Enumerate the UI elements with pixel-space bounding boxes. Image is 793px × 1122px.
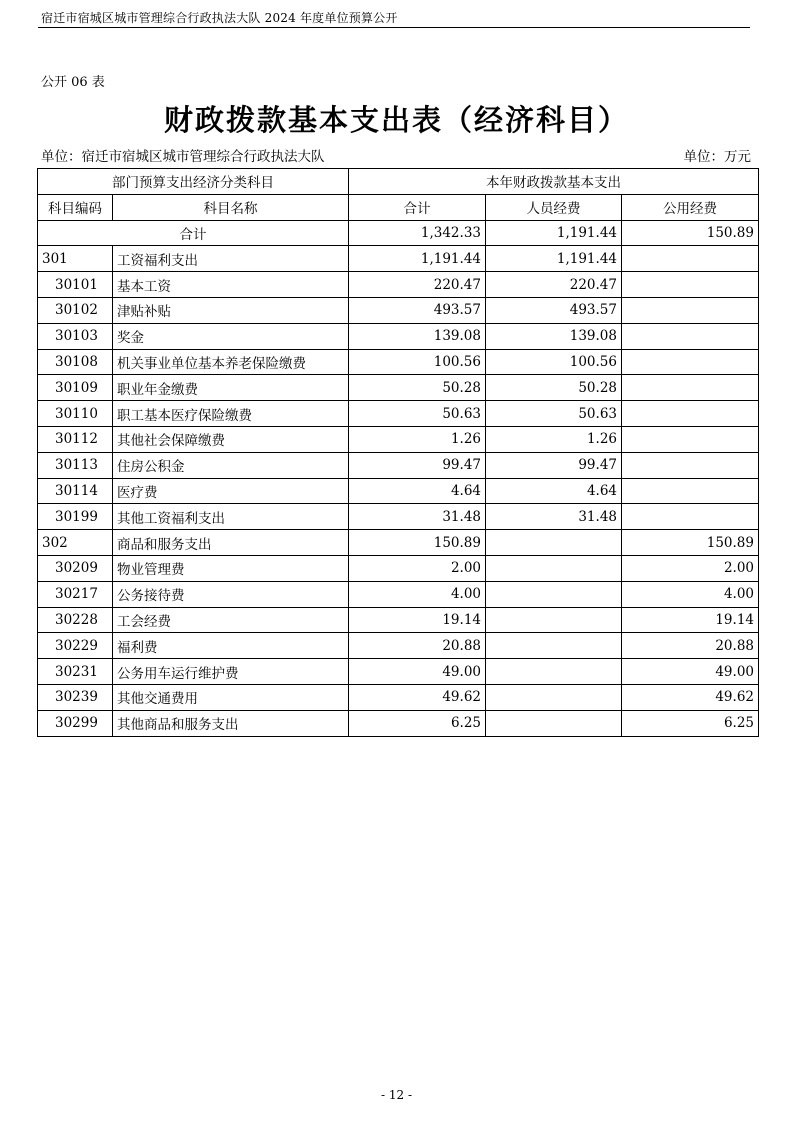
row-total: 2.00 bbox=[349, 555, 486, 581]
row-total: 50.63 bbox=[349, 401, 486, 427]
row-personnel: 1.26 bbox=[486, 426, 622, 452]
row-total: 49.62 bbox=[349, 684, 486, 710]
row-total: 220.47 bbox=[349, 272, 486, 298]
row-code: 30199 bbox=[38, 504, 113, 530]
column-header-total: 合计 bbox=[349, 194, 486, 220]
row-personnel: 493.57 bbox=[486, 297, 622, 323]
row-total: 1,191.44 bbox=[349, 246, 486, 272]
table-row bbox=[38, 710, 759, 736]
row-name: 工会经费 bbox=[113, 607, 349, 633]
row-total: 493.57 bbox=[349, 297, 486, 323]
total-public: 150.89 bbox=[622, 220, 759, 246]
row-name: 住房公积金 bbox=[113, 452, 349, 478]
table-row bbox=[38, 633, 759, 659]
row-public: 150.89 bbox=[622, 530, 759, 556]
table-row bbox=[38, 581, 759, 607]
running-header: 宿迁市宿城区城市管理综合行政执法大队 2024 年度单位预算公开 bbox=[41, 11, 398, 25]
row-personnel: 1,191.44 bbox=[486, 246, 622, 272]
row-personnel bbox=[486, 530, 622, 556]
table-row bbox=[38, 659, 759, 685]
row-public: 19.14 bbox=[622, 607, 759, 633]
row-personnel bbox=[486, 555, 622, 581]
total-label: 合计 bbox=[38, 220, 349, 246]
table-row bbox=[38, 684, 759, 710]
row-public: 2.00 bbox=[622, 555, 759, 581]
row-name: 基本工资 bbox=[113, 272, 349, 298]
row-public: 4.00 bbox=[622, 581, 759, 607]
row-total: 31.48 bbox=[349, 504, 486, 530]
row-personnel: 100.56 bbox=[486, 349, 622, 375]
row-total: 150.89 bbox=[349, 530, 486, 556]
table-row bbox=[38, 272, 759, 298]
row-personnel: 99.47 bbox=[486, 452, 622, 478]
row-personnel: 50.28 bbox=[486, 375, 622, 401]
table-row bbox=[38, 607, 759, 633]
row-name: 公务接待费 bbox=[113, 581, 349, 607]
table-row bbox=[38, 401, 759, 427]
total-amount: 1,342.33 bbox=[349, 220, 486, 246]
group-header-classification: 部门预算支出经济分类科目 bbox=[38, 169, 349, 195]
row-public bbox=[622, 323, 759, 349]
row-personnel: 50.63 bbox=[486, 401, 622, 427]
row-name: 其他社会保障缴费 bbox=[113, 426, 349, 452]
row-code: 30239 bbox=[38, 684, 113, 710]
row-personnel: 220.47 bbox=[486, 272, 622, 298]
row-code: 30102 bbox=[38, 297, 113, 323]
row-total: 50.28 bbox=[349, 375, 486, 401]
row-code: 30109 bbox=[38, 375, 113, 401]
row-name: 奖金 bbox=[113, 323, 349, 349]
table-row bbox=[38, 504, 759, 530]
row-personnel bbox=[486, 710, 622, 736]
row-total: 139.08 bbox=[349, 323, 486, 349]
table-number: 公开 06 表 bbox=[41, 75, 105, 90]
unit-currency: 单位：万元 bbox=[683, 149, 751, 165]
row-name: 福利费 bbox=[113, 633, 349, 659]
row-name: 职业年金缴费 bbox=[113, 375, 349, 401]
row-personnel bbox=[486, 659, 622, 685]
header-divider bbox=[38, 27, 750, 28]
row-personnel bbox=[486, 633, 622, 659]
row-total: 6.25 bbox=[349, 710, 486, 736]
table-row bbox=[38, 555, 759, 581]
row-code: 30108 bbox=[38, 349, 113, 375]
row-personnel: 139.08 bbox=[486, 323, 622, 349]
row-public bbox=[622, 401, 759, 427]
row-public bbox=[622, 375, 759, 401]
row-public bbox=[622, 272, 759, 298]
row-name: 其他交通费用 bbox=[113, 684, 349, 710]
row-code: 30103 bbox=[38, 323, 113, 349]
table-row bbox=[38, 246, 759, 272]
row-code: 30101 bbox=[38, 272, 113, 298]
row-public: 49.62 bbox=[622, 684, 759, 710]
row-total: 19.14 bbox=[349, 607, 486, 633]
row-code: 30114 bbox=[38, 478, 113, 504]
row-personnel bbox=[486, 581, 622, 607]
row-public bbox=[622, 478, 759, 504]
row-personnel: 31.48 bbox=[486, 504, 622, 530]
row-total: 49.00 bbox=[349, 659, 486, 685]
row-name: 其他商品和服务支出 bbox=[113, 710, 349, 736]
row-code: 301 bbox=[38, 246, 113, 272]
row-code: 30231 bbox=[38, 659, 113, 685]
row-total: 100.56 bbox=[349, 349, 486, 375]
row-code: 30217 bbox=[38, 581, 113, 607]
row-total: 99.47 bbox=[349, 452, 486, 478]
table-row bbox=[38, 375, 759, 401]
row-name: 津贴补贴 bbox=[113, 297, 349, 323]
row-personnel bbox=[486, 684, 622, 710]
row-code: 302 bbox=[38, 530, 113, 556]
row-name: 公务用车运行维护费 bbox=[113, 659, 349, 685]
table-row bbox=[38, 349, 759, 375]
header-group-row bbox=[38, 169, 759, 195]
row-code: 30113 bbox=[38, 452, 113, 478]
row-public bbox=[622, 452, 759, 478]
row-code: 30110 bbox=[38, 401, 113, 427]
group-header-expenditure: 本年财政拨款基本支出 bbox=[349, 169, 759, 195]
row-public: 6.25 bbox=[622, 710, 759, 736]
unit-organization: 单位：宿迁市宿城区城市管理综合行政执法大队 bbox=[41, 149, 325, 165]
table-row bbox=[38, 478, 759, 504]
row-name: 机关事业单位基本养老保险缴费 bbox=[113, 349, 349, 375]
row-code: 30299 bbox=[38, 710, 113, 736]
row-public: 49.00 bbox=[622, 659, 759, 685]
column-header-personnel: 人员经费 bbox=[486, 194, 622, 220]
table-row bbox=[38, 452, 759, 478]
page-title: 财政拨款基本支出表（经济科目） bbox=[163, 103, 629, 137]
page-number: - 12 - bbox=[380, 1088, 412, 1102]
row-personnel bbox=[486, 607, 622, 633]
total-personnel: 1,191.44 bbox=[486, 220, 622, 246]
header-column-row bbox=[38, 194, 759, 220]
row-total: 1.26 bbox=[349, 426, 486, 452]
row-code: 30228 bbox=[38, 607, 113, 633]
row-name: 职工基本医疗保险缴费 bbox=[113, 401, 349, 427]
row-code: 30209 bbox=[38, 555, 113, 581]
row-public bbox=[622, 349, 759, 375]
row-total: 4.00 bbox=[349, 581, 486, 607]
row-code: 30229 bbox=[38, 633, 113, 659]
row-total: 20.88 bbox=[349, 633, 486, 659]
row-public bbox=[622, 426, 759, 452]
total-row bbox=[38, 220, 759, 246]
row-name: 商品和服务支出 bbox=[113, 530, 349, 556]
budget-table bbox=[37, 168, 759, 737]
table-row bbox=[38, 323, 759, 349]
row-name: 医疗费 bbox=[113, 478, 349, 504]
row-name: 工资福利支出 bbox=[113, 246, 349, 272]
table-row bbox=[38, 297, 759, 323]
row-name: 其他工资福利支出 bbox=[113, 504, 349, 530]
column-header-public: 公用经费 bbox=[622, 194, 759, 220]
column-header-code: 科目编码 bbox=[38, 194, 113, 220]
row-personnel: 4.64 bbox=[486, 478, 622, 504]
row-code: 30112 bbox=[38, 426, 113, 452]
row-public: 20.88 bbox=[622, 633, 759, 659]
row-public bbox=[622, 246, 759, 272]
row-total: 4.64 bbox=[349, 478, 486, 504]
table-row bbox=[38, 530, 759, 556]
table-row bbox=[38, 426, 759, 452]
row-public bbox=[622, 297, 759, 323]
row-public bbox=[622, 504, 759, 530]
column-header-name: 科目名称 bbox=[113, 194, 349, 220]
row-name: 物业管理费 bbox=[113, 555, 349, 581]
